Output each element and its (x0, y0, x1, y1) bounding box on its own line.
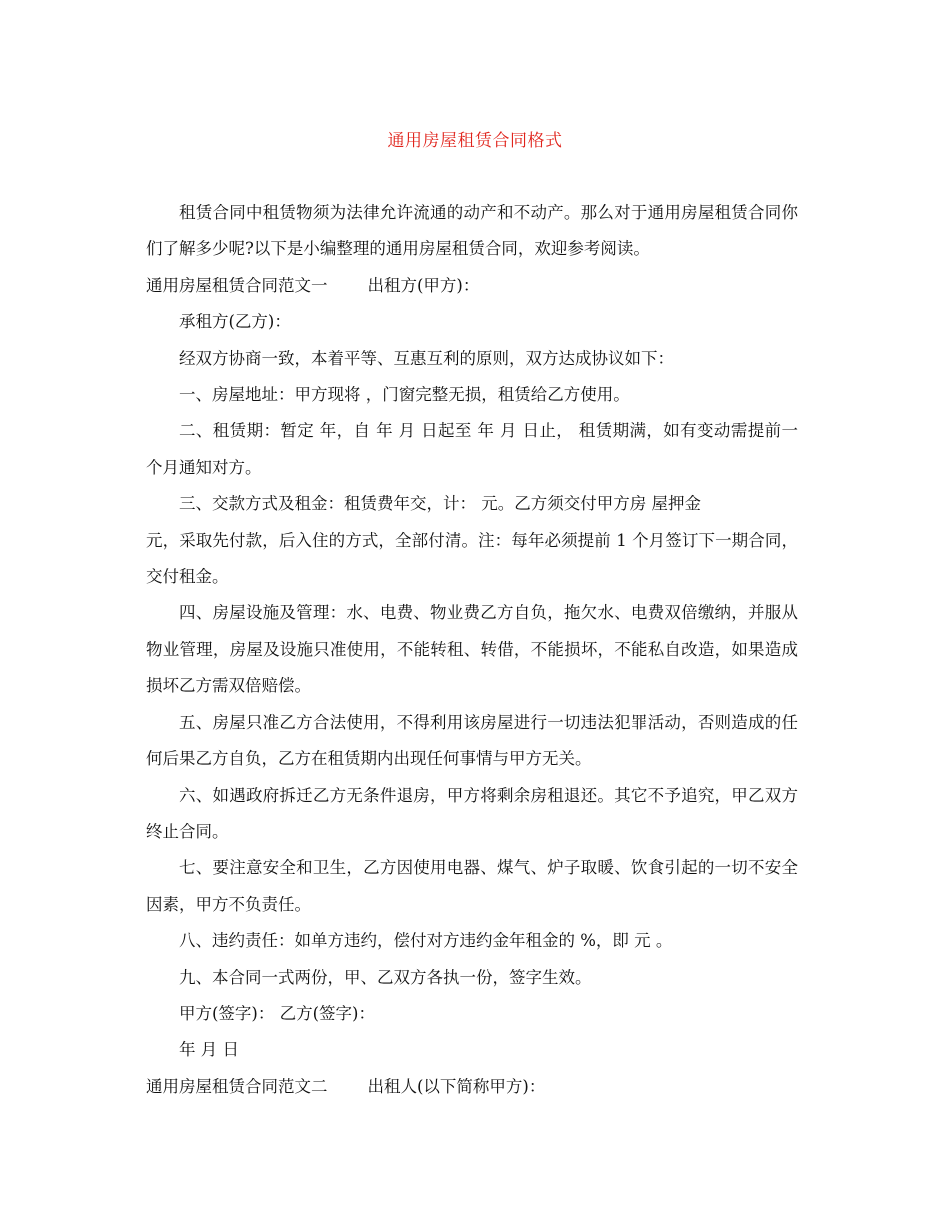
section-heading-two (146, 1069, 798, 1105)
clause-2: 二、租赁期：暂定 年，自 年 月 日起至 年 月 日止， 租赁期满，如有变动需提前一个月通知对方。 (146, 421, 798, 477)
intro-paragraph: 租赁合同中租赁物须为法律允许流通的动产和不动产。那么对于通用房屋租赁合同你们了解多少呢?以下是小编整理的通用房屋租赁合同，欢迎参考阅读。 (146, 203, 798, 259)
signature-line: 甲方(签字)： 乙方(签字)： (179, 1003, 375, 1023)
agreement-intro: 经双方协商一致，本着平等、互惠互利的原则，双方达成协议如下： (179, 348, 674, 368)
clause-8: 八、违约责任：如单方违约，偿付对方违约金年租金的 %，即 元 。 (179, 931, 673, 951)
section-title: 通用房屋租赁合同范文一 (146, 275, 328, 295)
clause-3-continued: 元，采取先付款，后入住的方式，全部付清。注：每年必须提前 1 个月签订下一期合同，交付租金。 (146, 530, 798, 587)
lessee-label: 承租方(乙方)： (179, 312, 291, 332)
lessor-label: 出租方(甲方)： (367, 275, 480, 295)
document-body (146, 195, 798, 1105)
clause-3-line-1: 三、交款方式及租金：租赁费年交，计： 元。乙方须交付甲方房 屋押金 (179, 494, 701, 514)
clause-4: 四、房屋设施及管理：水、电费、物业费乙方自负，拖欠水、电费双倍缴纳，并服从物业管理，房屋及设施只准使用，不能转租、转借，不能损坏，不能私自改造，如果造成损坏乙方需双倍赔偿。 (146, 603, 798, 696)
clause-1: 一、房屋地址：甲方现将 ，门窗完整无损，租赁给乙方使用。 (179, 385, 630, 405)
section-title: 通用房屋租赁合同范文二 (146, 1076, 328, 1096)
clause-7: 七、要注意安全和卫生，乙方因使用电器、煤气、炉子取暖、饮食引起的一切不安全因素，甲方不负责任。 (146, 858, 798, 914)
document-title: 通用房屋租赁合同格式 (387, 131, 563, 151)
clause-5: 五、房屋只准乙方合法使用，不得利用该房屋进行一切违法犯罪活动，否则造成的任何后果乙方自负，乙方在租赁期内出现任何事情与甲方无关。 (146, 712, 798, 769)
section-heading-one (146, 268, 798, 304)
date-line: 年 月 日 (179, 1040, 239, 1060)
clause-9: 九、本合同一式两份，甲、乙双方各执一份，签字生效。 (179, 967, 592, 987)
clause-6: 六、如遇政府拆迁乙方无条件退房，甲方将剩余房租退还。其它不予追究，甲乙双方终止合同。 (146, 785, 798, 841)
lessor-label: 出租人(以下简称甲方)： (367, 1076, 546, 1096)
